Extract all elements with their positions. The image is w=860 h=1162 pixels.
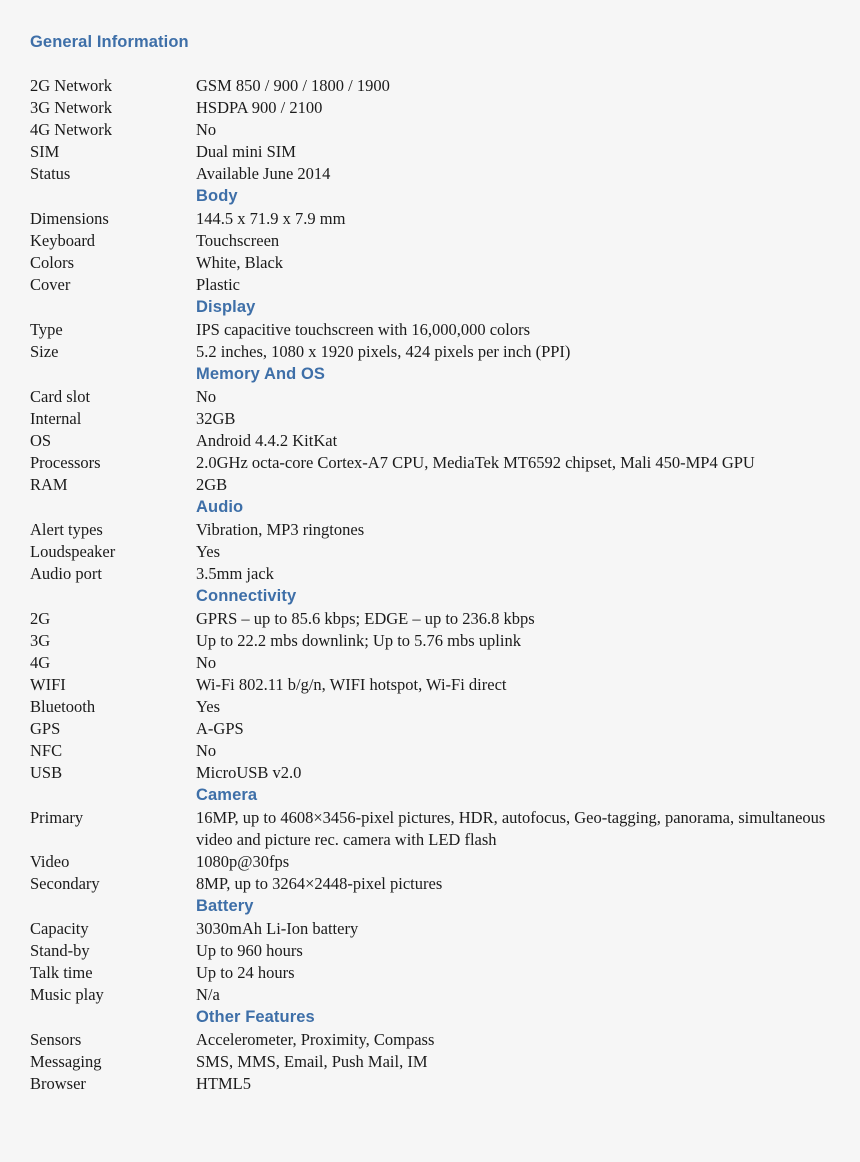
section-header-row [30, 296, 848, 319]
spec-label: 3G [30, 631, 51, 650]
spec-row [30, 474, 848, 496]
spec-label: Colors [30, 253, 75, 272]
spec-row [30, 119, 848, 141]
spec-label: Messaging [30, 1052, 102, 1071]
spec-label: OS [30, 431, 52, 450]
section-header-spacer [30, 496, 196, 519]
spec-row [30, 740, 848, 762]
section-title-camera: Camera [196, 786, 258, 804]
spec-value: 16MP, up to 4608×3456-pixel pictures, HDR, autofocus, Geo-tagging, panorama, simultaneous video and picture rec. camera with LED flash [196, 808, 826, 849]
specifications-body [30, 31, 848, 1095]
spec-row [30, 430, 848, 452]
section-header-row [30, 31, 848, 75]
spec-label: Dimensions [30, 209, 109, 228]
specifications-table [30, 31, 848, 1095]
spec-row [30, 851, 848, 873]
spec-value: Yes [196, 697, 221, 716]
spec-label: Secondary [30, 874, 100, 893]
section-header-row [30, 185, 848, 208]
spec-row [30, 274, 848, 296]
spec-row [30, 208, 848, 230]
spec-label: WIFI [30, 675, 66, 694]
spec-row [30, 696, 848, 718]
spec-label: Music play [30, 985, 104, 1004]
spec-value: White, Black [196, 253, 284, 272]
spec-row [30, 674, 848, 696]
spec-row [30, 519, 848, 541]
section-header-spacer [30, 296, 196, 319]
spec-row [30, 652, 848, 674]
spec-row [30, 873, 848, 895]
spec-label: 3G Network [30, 98, 113, 117]
section-header-spacer [30, 1006, 196, 1029]
spec-value: Plastic [196, 275, 240, 294]
spec-label: Cover [30, 275, 71, 294]
spec-value: 2.0GHz octa-core Cortex-A7 CPU, MediaTek MT6592 chipset, Mali 450-MP4 GPU [196, 453, 755, 472]
spec-value: Up to 22.2 mbs downlink; Up to 5.76 mbs uplink [196, 631, 521, 650]
spec-row [30, 75, 848, 97]
section-title-other-features: Other Features [196, 1008, 315, 1026]
spec-row [30, 563, 848, 585]
spec-value: Dual mini SIM [196, 142, 296, 161]
spec-value: No [196, 741, 217, 760]
spec-label: SIM [30, 142, 60, 161]
spec-label: Type [30, 320, 63, 339]
spec-value: 32GB [196, 409, 236, 428]
spec-row [30, 608, 848, 630]
spec-value: N/a [196, 985, 220, 1004]
spec-value: GPRS – up to 85.6 kbps; EDGE – up to 236.8 kbps [196, 609, 535, 628]
section-header-row [30, 895, 848, 918]
spec-row [30, 141, 848, 163]
section-header-spacer [196, 31, 848, 75]
spec-row [30, 718, 848, 740]
spec-label: Primary [30, 808, 84, 827]
spec-label: 2G [30, 609, 51, 628]
section-header-row [30, 585, 848, 608]
spec-row [30, 97, 848, 119]
spec-value: 8MP, up to 3264×2448-pixel pictures [196, 874, 443, 893]
spec-value: IPS capacitive touchscreen with 16,000,000 colors [196, 320, 531, 339]
section-title-body: Body [196, 187, 238, 205]
spec-label: Processors [30, 453, 101, 472]
spec-row [30, 984, 848, 1006]
section-title-display: Display [196, 298, 256, 316]
spec-value: No [196, 120, 217, 139]
section-header-spacer [30, 895, 196, 918]
section-header-row [30, 363, 848, 386]
spec-row [30, 408, 848, 430]
spec-value: GSM 850 / 900 / 1800 / 1900 [196, 76, 390, 95]
section-title-battery: Battery [196, 897, 254, 915]
section-header-spacer [30, 363, 196, 386]
spec-label: Sensors [30, 1030, 82, 1049]
spec-value: SMS, MMS, Email, Push Mail, IM [196, 1052, 428, 1071]
spec-label: USB [30, 763, 63, 782]
spec-value: No [196, 387, 217, 406]
spec-row [30, 341, 848, 363]
spec-row [30, 163, 848, 185]
spec-row [30, 918, 848, 940]
spec-label: 2G Network [30, 76, 113, 95]
spec-row [30, 1073, 848, 1095]
spec-value: MicroUSB v2.0 [196, 763, 302, 782]
spec-row [30, 630, 848, 652]
section-header-row [30, 784, 848, 807]
section-header-spacer [30, 585, 196, 608]
spec-value: Android 4.4.2 KitKat [196, 431, 338, 450]
spec-label: Audio port [30, 564, 102, 583]
spec-value: Available June 2014 [196, 164, 331, 183]
spec-row [30, 252, 848, 274]
spec-label: 4G [30, 653, 51, 672]
spec-label: Browser [30, 1074, 86, 1093]
spec-label: Stand-by [30, 941, 90, 960]
spec-value: 3.5mm jack [196, 564, 274, 583]
spec-label: Talk time [30, 963, 93, 982]
spec-row [30, 452, 848, 474]
spec-label: Keyboard [30, 231, 96, 250]
section-header-row [30, 1006, 848, 1029]
spec-row [30, 962, 848, 984]
spec-row [30, 319, 848, 341]
spec-row [30, 762, 848, 784]
spec-row [30, 940, 848, 962]
spec-value: Up to 960 hours [196, 941, 303, 960]
spec-value: Touchscreen [196, 231, 280, 250]
spec-value: 3030mAh Li-Ion battery [196, 919, 359, 938]
section-header-spacer [30, 185, 196, 208]
spec-row [30, 541, 848, 563]
spec-value: HTML5 [196, 1074, 251, 1093]
spec-value: 1080p@30fps [196, 852, 290, 871]
spec-value: Vibration, MP3 ringtones [196, 520, 365, 539]
spec-label: Video [30, 852, 70, 871]
spec-row [30, 386, 848, 408]
spec-value: A-GPS [196, 719, 244, 738]
spec-value: 5.2 inches, 1080 x 1920 pixels, 424 pixels per inch (PPI) [196, 342, 571, 361]
spec-value: Up to 24 hours [196, 963, 295, 982]
spec-label: Internal [30, 409, 82, 428]
section-header-row [30, 496, 848, 519]
spec-value: Yes [196, 542, 221, 561]
spec-label: GPS [30, 719, 61, 738]
section-title-general-information: General Information [30, 33, 189, 51]
spec-label: Alert types [30, 520, 103, 539]
section-title-connectivity: Connectivity [196, 587, 297, 605]
spec-label: Card slot [30, 387, 91, 406]
spec-value: 144.5 x 71.9 x 7.9 mm [196, 209, 346, 228]
spec-value: 2GB [196, 475, 228, 494]
spec-row [30, 1029, 848, 1051]
section-title-memory-and-os: Memory And OS [196, 365, 326, 383]
spec-row [30, 807, 848, 851]
spec-value: HSDPA 900 / 2100 [196, 98, 323, 117]
spec-row [30, 1051, 848, 1073]
spec-row [30, 230, 848, 252]
spec-label: RAM [30, 475, 68, 494]
spec-label: Size [30, 342, 59, 361]
spec-value: No [196, 653, 217, 672]
spec-value: Wi-Fi 802.11 b/g/n, WIFI hotspot, Wi-Fi direct [196, 675, 507, 694]
spec-label: Capacity [30, 919, 89, 938]
spec-label: Bluetooth [30, 697, 96, 716]
spec-label: 4G Network [30, 120, 113, 139]
spec-value: Accelerometer, Proximity, Compass [196, 1030, 435, 1049]
section-title-audio: Audio [196, 498, 244, 516]
section-header-spacer [30, 784, 196, 807]
spec-label: Status [30, 164, 71, 183]
spec-label: NFC [30, 741, 63, 760]
spec-label: Loudspeaker [30, 542, 116, 561]
